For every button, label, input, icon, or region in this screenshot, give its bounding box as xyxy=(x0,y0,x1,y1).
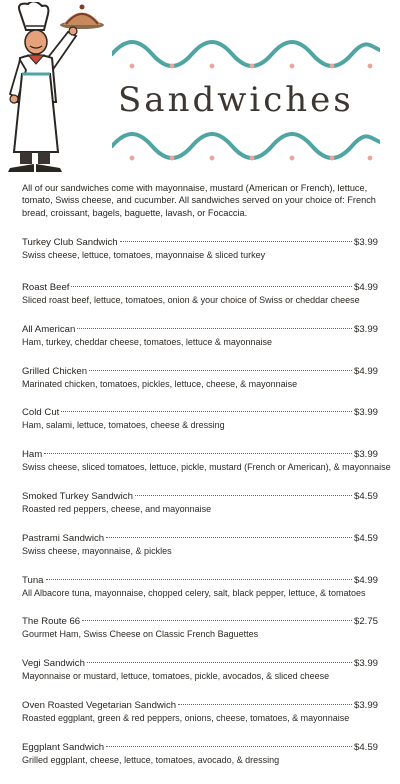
item-description: Swiss cheese, lettuce, tomatoes, mayonnaise & sliced turkey xyxy=(22,250,266,260)
item-price: $4.99 xyxy=(353,282,378,293)
menu-item xyxy=(22,700,378,742)
item-name: The Route 66 xyxy=(22,616,81,628)
item-description: Grilled eggplant, cheese, lettuce, tomatoes, avocado, & dressing xyxy=(22,754,280,765)
item-description: Roasted red peppers, cheese, and mayonnaise xyxy=(22,503,212,514)
item-name: Cold Cut xyxy=(22,407,60,419)
menu-item xyxy=(22,237,378,282)
menu-item xyxy=(22,407,378,449)
menu-item xyxy=(22,366,378,408)
dot-leader xyxy=(106,537,352,538)
item-description: Swiss cheese, sliced tomatoes, lettuce, pickle, mustard (French or American), & mayonnaise xyxy=(22,462,391,473)
menu-item xyxy=(22,742,378,784)
item-price: $4.59 xyxy=(353,532,378,544)
item-price: $4.59 xyxy=(353,741,378,753)
item-name: Tuna xyxy=(22,574,44,586)
item-description: Mayonnaise or mustard, lettuce, tomatoes, pickle, avocados, & sliced cheese xyxy=(22,671,330,682)
item-description: Marinated chicken, tomatoes, pickles, lettuce, cheese, & mayonnaise xyxy=(22,378,298,389)
dot-leader xyxy=(82,620,352,621)
menu-item xyxy=(22,491,378,533)
item-price: $3.99 xyxy=(353,699,378,711)
menu-header xyxy=(0,0,400,178)
menu-items-list xyxy=(22,237,391,784)
item-name: Pastrami Sandwich xyxy=(22,532,105,544)
menu-item xyxy=(22,658,378,700)
item-description: Swiss cheese, mayonnaise, & pickles xyxy=(22,545,172,556)
dot-leader xyxy=(77,328,352,329)
page-title: Sandwiches xyxy=(118,80,354,120)
item-description: Ham, salami, lettuce, tomatoes, cheese & dressing xyxy=(22,420,225,431)
item-price: $3.99 xyxy=(353,323,378,335)
item-description: Sliced roast beef, lettuce, tomatoes, onion & your choice of Swiss or cheddar cheese xyxy=(22,295,360,305)
menu-item xyxy=(22,533,378,575)
menu-item xyxy=(22,616,378,658)
item-description: Ham, turkey, cheddar cheese, tomatoes, lettuce & mayonnaise xyxy=(22,336,272,347)
menu-item xyxy=(22,449,391,491)
item-description: Roasted eggplant, green & red peppers, onions, cheese, tomatoes, & mayonnaise xyxy=(22,712,350,723)
item-name: Turkey Club Sandwich xyxy=(22,237,118,248)
menu-item xyxy=(22,324,378,366)
menu-item xyxy=(22,575,378,617)
dot-leader xyxy=(46,579,352,580)
item-price: $4.99 xyxy=(353,574,378,586)
dot-leader xyxy=(61,411,352,412)
dot-leader xyxy=(87,662,352,663)
item-price: $3.99 xyxy=(353,407,378,419)
item-name: Vegi Sandwich xyxy=(22,658,85,670)
dot-leader xyxy=(89,370,352,371)
item-name: Eggplant Sandwich xyxy=(22,741,105,753)
dot-leader xyxy=(71,286,352,287)
item-price: $4.99 xyxy=(353,365,378,377)
dot-leader xyxy=(44,453,352,454)
item-price: $3.99 xyxy=(353,237,378,248)
item-price: $3.99 xyxy=(353,658,378,670)
item-description: All Albacore tuna, mayonnaise, chopped celery, salt, black pepper, lettuce, & tomatoes xyxy=(22,587,366,598)
intro-text: All of our sandwiches come with mayonnaise, mustard (American or French), lettuce, tomato, Swiss cheese, and cucumber. All sandwiches served on your choice of: French bread, croissant, bagels, baguette, lavash, or Focaccia. xyxy=(22,183,376,218)
chef-illustration xyxy=(2,2,112,174)
dot-leader xyxy=(135,495,352,496)
item-price: $4.59 xyxy=(353,490,378,502)
item-price: $2.75 xyxy=(353,616,378,628)
item-name: Roast Beef xyxy=(22,282,70,293)
item-name: Oven Roasted Vegetarian Sandwich xyxy=(22,699,177,711)
dot-leader xyxy=(120,241,352,242)
item-price: $3.99 xyxy=(353,449,378,461)
dot-leader xyxy=(106,746,352,747)
item-name: Smoked Turkey Sandwich xyxy=(22,490,133,502)
item-name: Grilled Chicken xyxy=(22,365,88,377)
menu-item xyxy=(22,282,378,324)
item-name: Ham xyxy=(22,449,43,461)
item-name: All American xyxy=(22,323,76,335)
item-description: Gourmet Ham, Swiss Cheese on Classic French Baguettes xyxy=(22,629,259,640)
dot-leader xyxy=(178,704,352,705)
